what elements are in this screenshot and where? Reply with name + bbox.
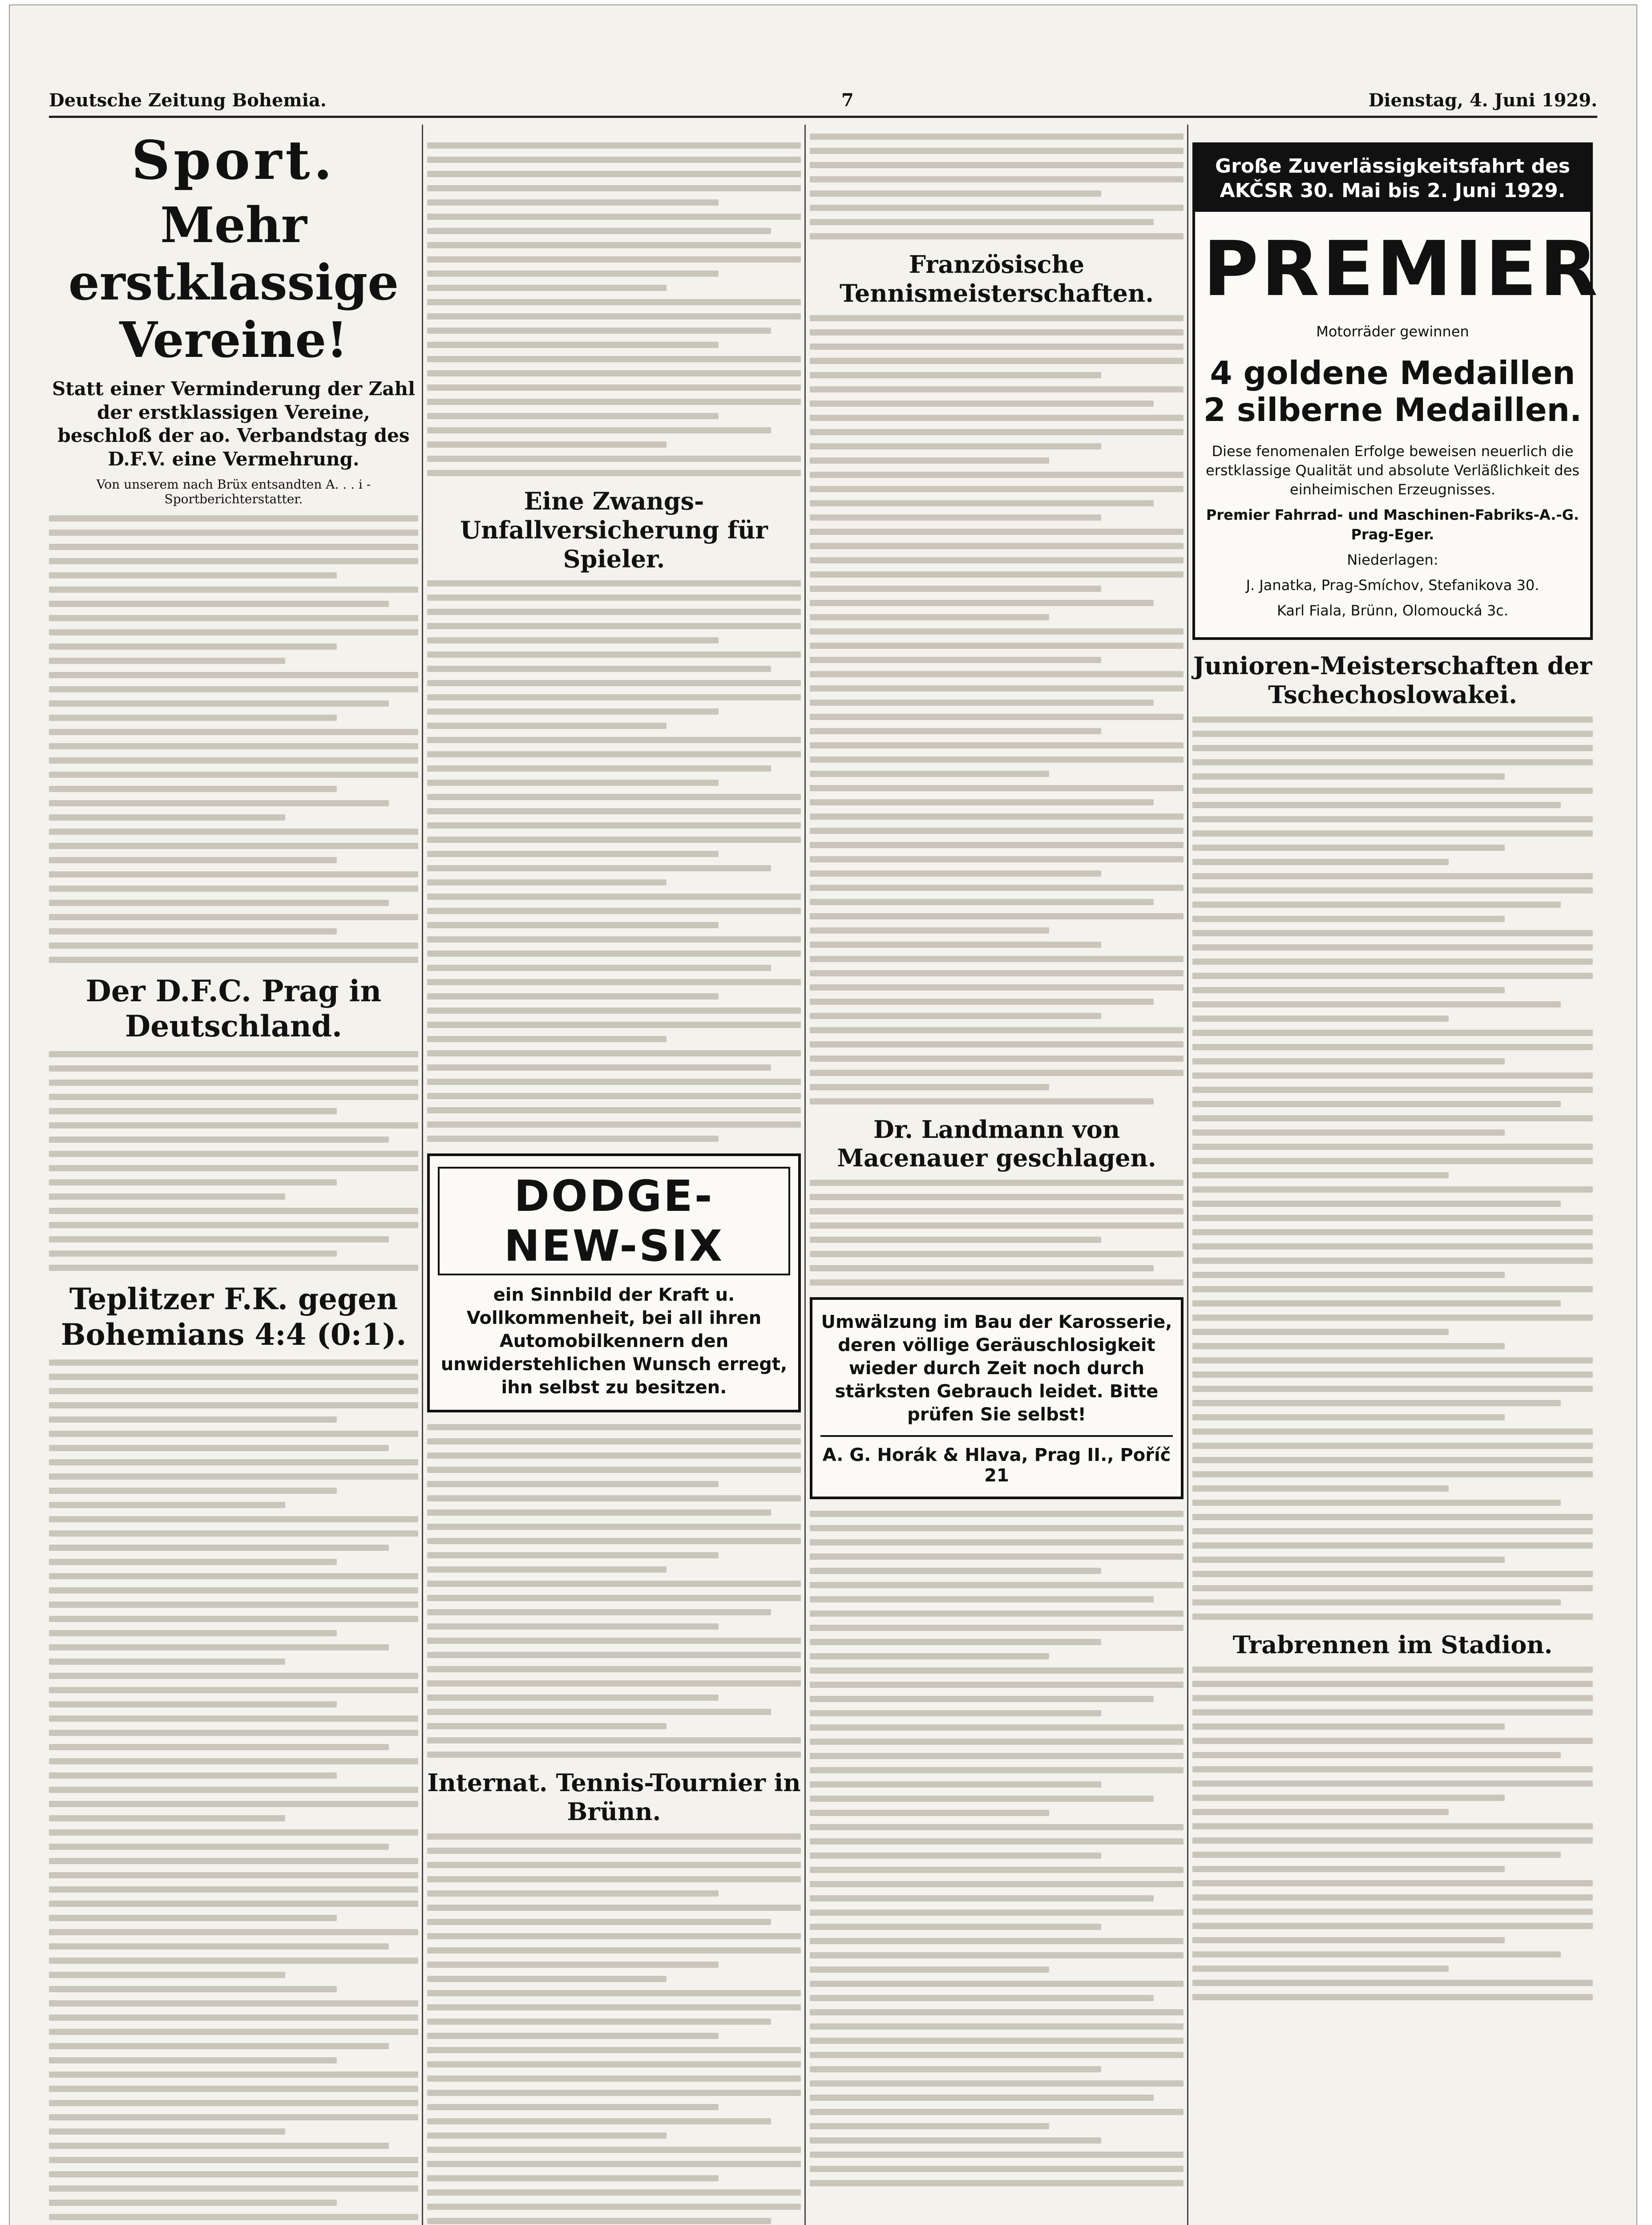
byline: Von unserem nach Brüx entsandten A. . . i - Sportberichterstatter. xyxy=(96,477,371,506)
article-body xyxy=(810,134,1183,239)
column-rule xyxy=(422,125,423,2225)
article-title: Trabrennen im Stadion. xyxy=(1232,1630,1553,1659)
ad-medals: 4 goldene Medaillen 2 silberne Medaillen. xyxy=(1203,354,1582,429)
article-body xyxy=(427,1424,801,1758)
ad-title: DODGE-NEW-SIX xyxy=(438,1167,790,1275)
article-body xyxy=(49,515,418,963)
ad-header: Große Zuverlässigkeitsfahrt des AKČSR 30. Mai bis 2. Juni 1929. xyxy=(1195,145,1590,212)
article-title: Dr. Landmann von Macenauer geschlagen. xyxy=(837,1115,1156,1173)
article-body xyxy=(810,315,1183,1104)
ad-title: PREMIER xyxy=(1203,225,1601,313)
running-head xyxy=(49,85,1597,118)
lead-subheadline: Statt einer Verminderung der Zahl der erstklassigen Vereine, beschloß der ao. Verbandstag des D.F.V. eine Vermehrung. xyxy=(52,378,416,470)
article-title: Französische Tennismeisterschaften. xyxy=(839,250,1154,307)
advertisement-dodge xyxy=(427,1153,801,1412)
ad-subtitle: Motorräder gewinnen xyxy=(1316,323,1469,340)
ad-branch: Karl Fiala, Brünn, Olomoucká 3c. xyxy=(1276,602,1509,619)
column-4 xyxy=(1192,125,1601,2225)
ad-text: ein Sinnbild der Kraft u. Vollkommenheit, bei all ihren Automobilkennern den unwiderstehlichen Wunsch erregt, ihn selbst zu besitzen. xyxy=(440,1285,788,1398)
article-body xyxy=(49,1359,418,2225)
ad-company: Premier Fahrrad- und Maschinen-Fabriks-A.-G. Prag-Eger. xyxy=(1206,506,1579,543)
ad-text: Umwälzung im Bau der Karosserie, deren völlige Geräuschlosigkeit wieder durch Zeit noch durch stärksten Gebrauch leidet. Bitte prüfen Sie selbst! xyxy=(821,1312,1172,1425)
ad-claim: Diese fenomenalen Erfolge beweisen neuerlich die erstklassige Qualität und absolute Verläßlichkeit des einheimischen Erzeugnisses. xyxy=(1206,442,1579,498)
article-body xyxy=(810,1511,1183,2186)
article-body xyxy=(810,1180,1183,1286)
issue-date: Dienstag, 4. Juni 1929. xyxy=(1368,89,1597,111)
article-title: Junioren-Meisterschaften der Tschechoslowakei. xyxy=(1193,651,1592,709)
ad-branches-label: Niederlagen: xyxy=(1347,551,1438,568)
advertisement-horak xyxy=(810,1297,1183,1499)
column-3 xyxy=(810,125,1183,2225)
advertisement-premier xyxy=(1192,142,1601,640)
article-body xyxy=(427,580,801,1142)
section-title: Sport. xyxy=(131,129,336,192)
article-body xyxy=(427,142,801,476)
newspaper-name: Deutsche Zeitung Bohemia. xyxy=(49,89,327,111)
article-body xyxy=(1192,716,1593,1620)
column-1 xyxy=(49,125,418,2225)
page-number: 7 xyxy=(841,89,854,111)
article-body xyxy=(427,1833,801,2225)
newspaper-page xyxy=(9,4,1637,2225)
column-rule xyxy=(804,125,806,2225)
ad-contact: A. G. Horák & Hlava, Prag II., Poříč 21 xyxy=(820,1435,1173,1486)
column-2 xyxy=(427,125,801,2225)
column-rule xyxy=(1187,125,1188,2225)
article-title: Eine Zwangs-Unfallversicherung für Spieler. xyxy=(460,487,768,573)
ad-branch: J. Janatka, Prag-Smíchov, Stefanikova 30. xyxy=(1246,576,1539,594)
article-title: Der D.F.C. Prag in Deutschland. xyxy=(85,974,382,1044)
article-title: Teplitzer F.K. gegen Bohemians 4:4 (0:1). xyxy=(61,1282,407,1352)
article-body xyxy=(49,1051,418,1271)
article-body xyxy=(1192,1667,1593,2000)
lead-headline: Mehr erstklassige Vereine! xyxy=(68,196,399,368)
article-title: Internat. Tennis-Tournier in Brünn. xyxy=(427,1768,801,1826)
